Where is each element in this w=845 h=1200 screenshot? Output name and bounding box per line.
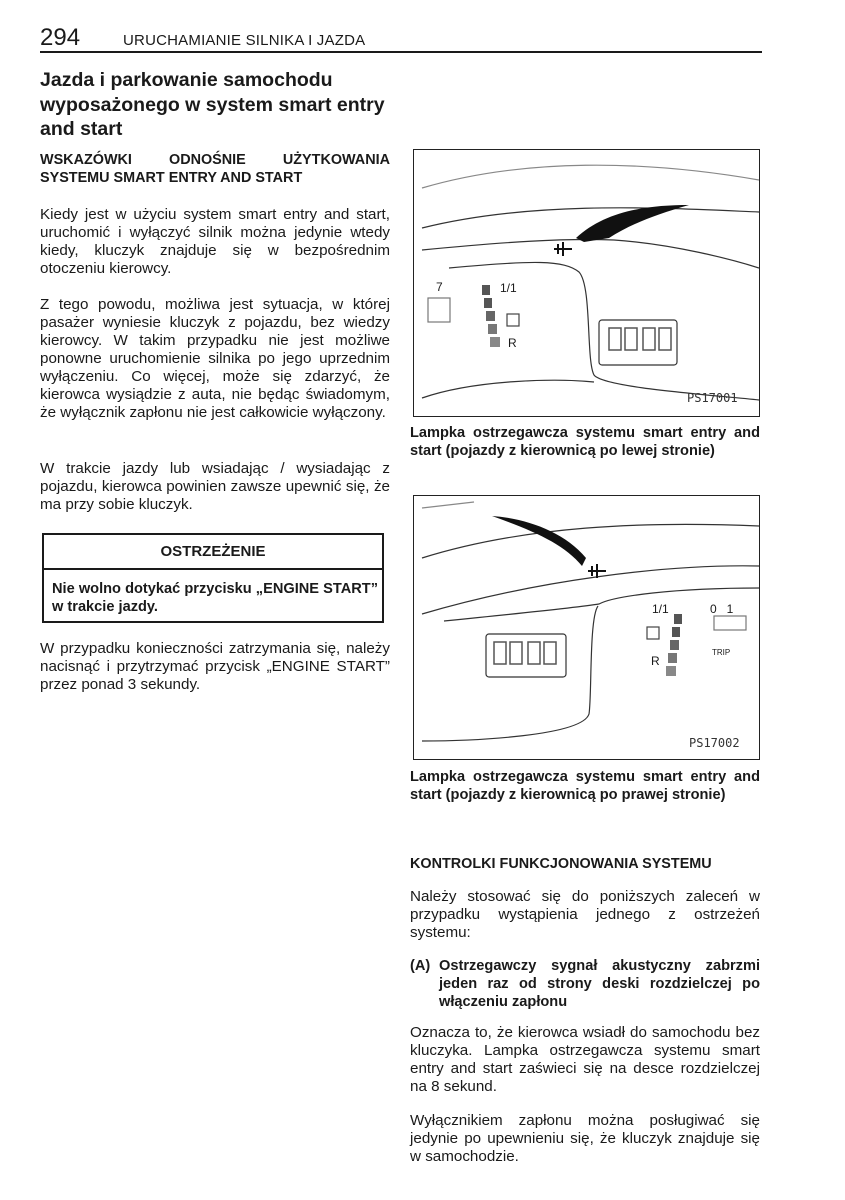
gauge-top-label: 1/1	[500, 281, 517, 295]
gauge-numbers: 0 1	[710, 602, 734, 616]
section-subheading: WSKAZÓWKI ODNOŚNIE UŻYTKOWANIA SYSTEMU SMART ENTRY AND START	[40, 152, 390, 186]
dashboard-illustration	[414, 496, 759, 759]
warning-arrow-icon	[492, 516, 586, 566]
list-item-text: Ostrzegawczy sygnał akustyczny zabrzmi jeden raz od strony deski rozdzielczej po włączeniu zapłonu	[439, 958, 760, 1010]
paragraph: Z tego powodu, możliwa jest sytuacja, w której pasażer wyniesie kluczyk z pojazdu, bez wiedzy kierowcy. W takim przypadku nie jest możliwe ponowne uruchomienie silnika po jego uprzednim wyłączeniu. Co więcej, może się zdarzyć, że kierowca wysiądzie z auta, nie będąc świadomym, że wyłącznik zapłonu nie jest całkowicie wyłączony.	[40, 296, 390, 421]
paragraph: Wyłącznikiem zapłonu można posługiwać się jedynie po upewnieniu się, że kluczyk znajduje się w samochodzie.	[410, 1112, 760, 1165]
gauge-bottom-label: R	[508, 336, 517, 350]
figure-rhd-dashboard	[413, 495, 760, 760]
figure-code: PS17002	[689, 736, 740, 750]
warning-title: OSTRZEŻENIE	[160, 543, 266, 560]
gauge-number: 7	[436, 280, 443, 294]
paragraph: W przypadku konieczności zatrzymania się, należy nacisnąć i przytrzymać przycisk „ENGINE START” przez ponad 3 sekundy.	[40, 640, 390, 693]
display-digits	[609, 328, 671, 350]
dashboard-illustration	[414, 150, 759, 416]
warning-arrow-icon	[576, 205, 689, 242]
paragraph: Kiedy jest w użyciu system smart entry and start, uruchomić i wyłączyć silnik można jedynie wtedy kiedy, kluczyk znajduje się w bezpośrednim otoczeniu kierowcy.	[40, 206, 390, 277]
header-rule	[40, 51, 762, 53]
gauge-bottom-label: R	[651, 654, 660, 668]
warning-text: Nie wolno dotykać przycisku „ENGINE START” w trakcie jazdy.	[52, 581, 378, 615]
list-marker: (A)	[410, 958, 431, 974]
figure-code: PS17001	[687, 391, 738, 405]
trip-label: TRIP	[712, 648, 731, 657]
figure-caption: Lampka ostrzegawcza systemu smart entry and start (pojazdy z kierownicą po prawej stronie)	[410, 769, 760, 803]
page-number: 294	[40, 24, 81, 51]
display-digits	[494, 642, 556, 664]
smart-key-indicator-icon	[554, 242, 572, 256]
gauge-top-label: 1/1	[652, 602, 669, 616]
warning-divider	[44, 568, 382, 570]
paragraph: W trakcie jazdy lub wsiadając / wysiadając z pojazdu, kierowca powinien zawsze upewnić się, że ma przy sobie kluczyk.	[40, 460, 390, 513]
warning-box	[42, 533, 384, 623]
paragraph: Oznacza to, że kierowca wsiadł do samochodu bez kluczyka. Lampka ostrzegawcza systemu smart entry and start zaświeci się na desce rozdzielczej na 8 sekund.	[410, 1024, 760, 1095]
figure-caption: Lampka ostrzegawcza systemu smart entry and start (pojazdy z kierownicą po lewej stronie)	[410, 425, 760, 459]
main-heading: Jazda i parkowanie samochodu wyposażonego w system smart entry and start	[40, 69, 385, 140]
paragraph: Należy stosować się do poniższych zaleceń w przypadku wystąpienia jednego z ostrzeżeń systemu:	[410, 888, 760, 941]
section-subheading: KONTROLKI FUNKCJONOWANIA SYSTEMU	[410, 856, 712, 872]
section-title: URUCHAMIANIE SILNIKA I JAZDA	[123, 32, 366, 49]
figure-lhd-dashboard	[413, 149, 760, 417]
